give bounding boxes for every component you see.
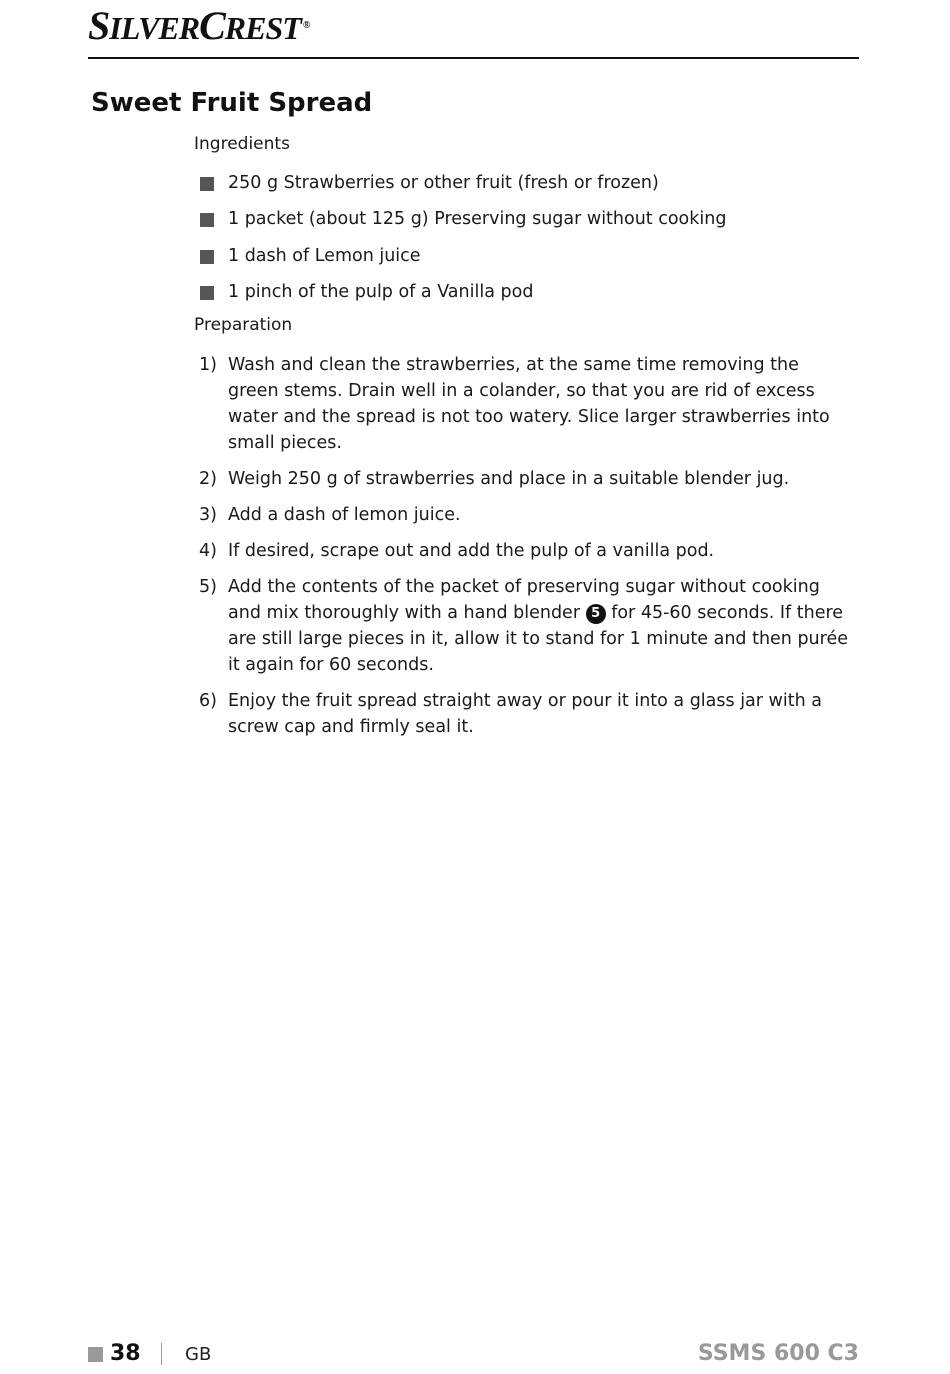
logo-s: S [88, 3, 110, 48]
ingredients-list [199, 170, 839, 315]
ingredient-item: 1 dash of Lemon juice [199, 243, 839, 279]
square-bullet-icon [200, 250, 214, 264]
step-item [199, 466, 849, 492]
step-item [199, 502, 849, 528]
step-item [199, 688, 849, 740]
step-text: Weigh 250 g of strawberries and place in a suitable blender jug. [228, 469, 790, 489]
step-number: 2) [199, 469, 217, 489]
step-number: 5) [199, 577, 217, 597]
preparation-steps [199, 352, 849, 750]
step-number: 4) [199, 541, 217, 561]
step-text: Add the contents of the packet of preserving sugar without cooking and mix thoroughly with a hand blender 5 for 45-60 seconds. If there are still large pieces in it, allow it to stand for 1 minute and then purée it again for 60 seconds. [228, 577, 848, 675]
footer-divider [161, 1343, 162, 1365]
square-bullet-icon [200, 213, 214, 227]
preparation-heading: Preparation [194, 315, 293, 335]
page-title: Sweet Fruit Spread [91, 88, 373, 118]
ingredient-item: 1 packet (about 125 g) Preserving sugar without cooking [199, 206, 839, 242]
step-number: 6) [199, 691, 217, 711]
step-item [199, 352, 849, 456]
page-number: 38 [110, 1341, 141, 1366]
step-text: Add a dash of lemon juice. [228, 505, 461, 525]
ingredient-item: 1 pinch of the pulp of a Vanilla pod [199, 279, 839, 315]
square-bullet-icon [200, 177, 214, 191]
step-text: If desired, scrape out and add the pulp of a vanilla pod. [228, 541, 715, 561]
step-item [199, 574, 849, 678]
header-rule [88, 57, 859, 59]
step-text: Enjoy the fruit spread straight away or pour it into a glass jar with a screw cap and firmly seal it. [228, 691, 822, 737]
brand-logo: SILVERCREST ® [88, 3, 310, 48]
footer-square-icon [88, 1347, 103, 1362]
ingredient-item: 250 g Strawberries or other fruit (fresh or frozen) [199, 170, 839, 206]
language-code: GB [185, 1344, 212, 1365]
step-item [199, 538, 849, 564]
step-number: 1) [199, 355, 217, 375]
part-reference-icon: 5 [586, 604, 606, 624]
ingredients-heading: Ingredients [194, 134, 290, 154]
step-number: 3) [199, 505, 217, 525]
square-bullet-icon [200, 286, 214, 300]
step-text: Wash and clean the strawberries, at the same time removing the green stems. Drain well in a colander, so that you are rid of excess water and the spread is not too watery. Slice larger strawberries into small pieces. [228, 355, 830, 453]
model-number: SSMS 600 C3 [697, 1341, 859, 1366]
